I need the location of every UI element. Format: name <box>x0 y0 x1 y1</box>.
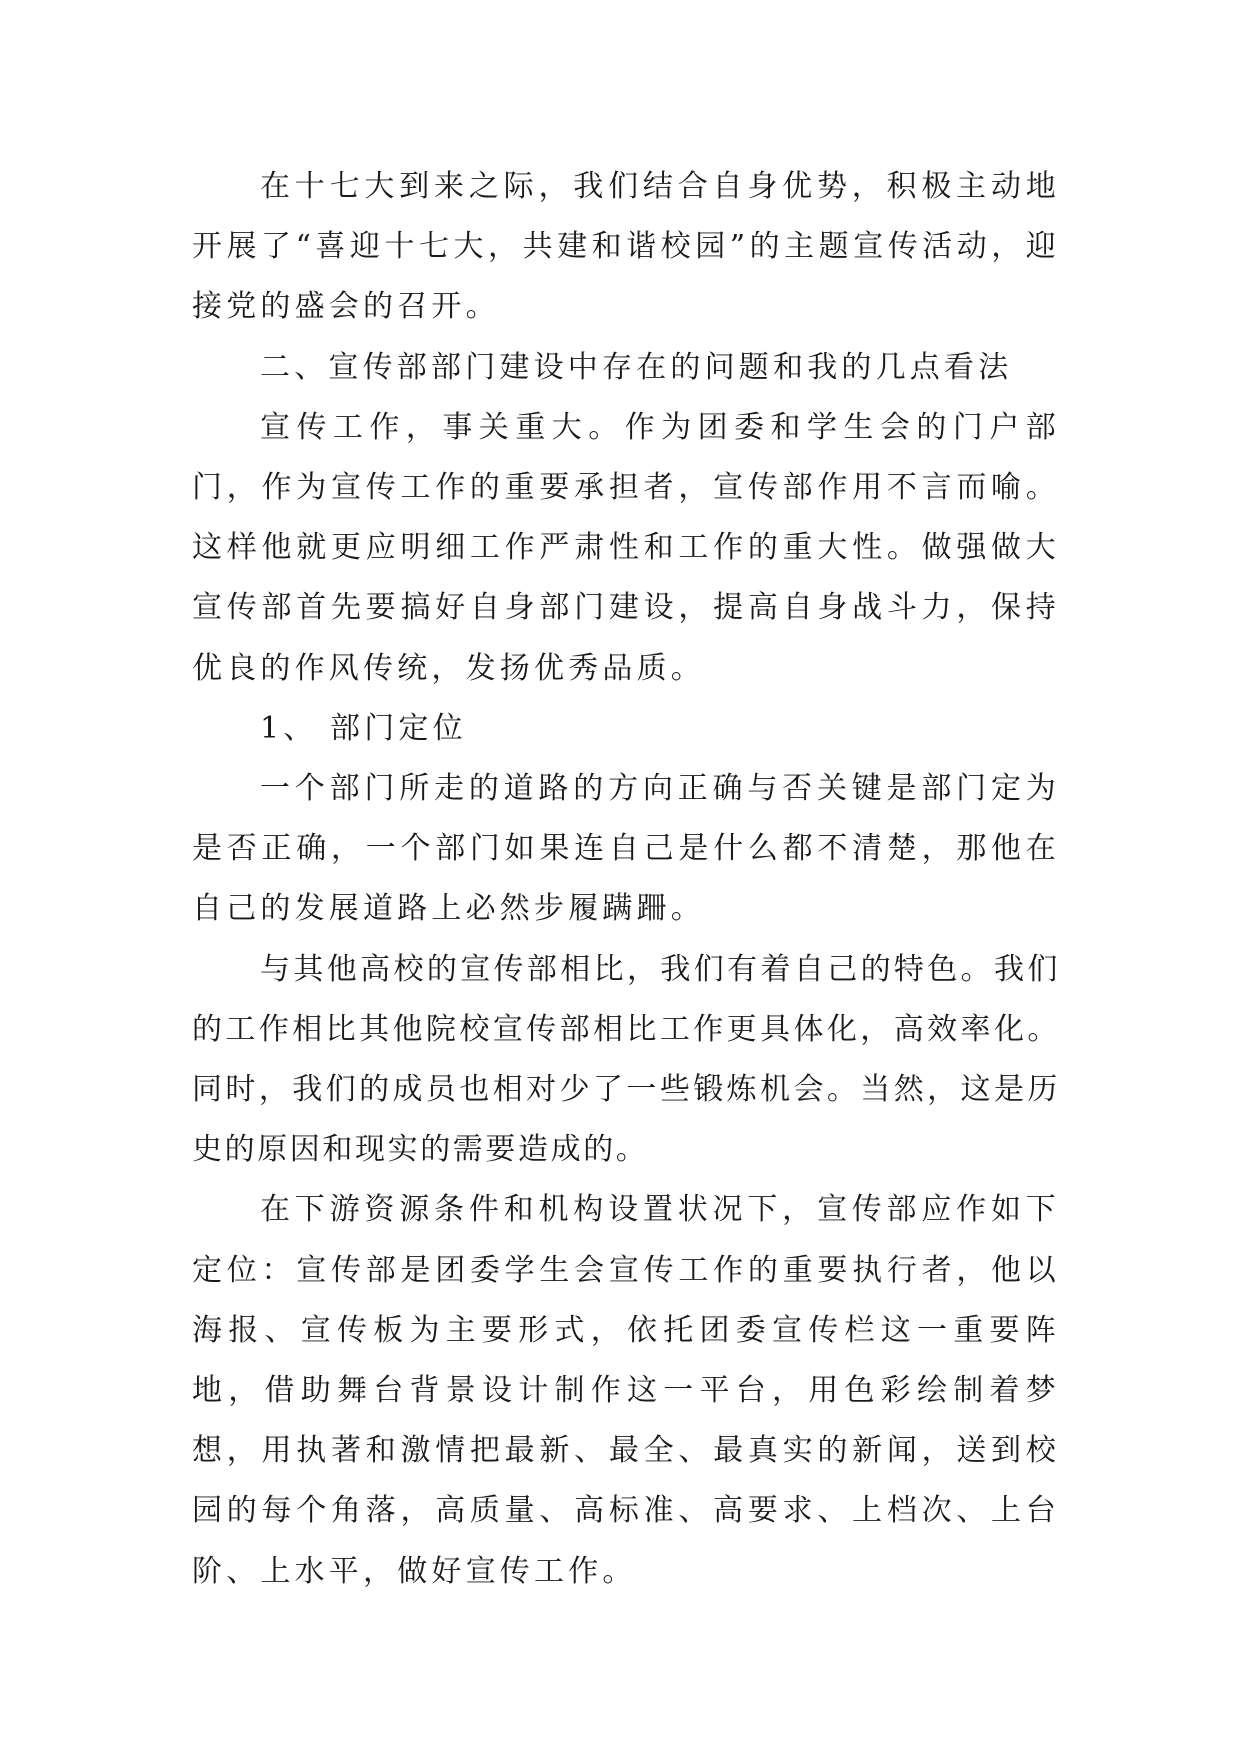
document-body <box>192 157 1060 1602</box>
paragraph-comparison: 与其他高校的宣传部相比，我们有着自己的特色。我们的工作相比其他院校宣传部相比工作更具体化，高效率化。同时，我们的成员也相对少了一些锻炼机会。当然，这是历史的原因和现实的需要造成的。 <box>192 951 1060 1168</box>
list-item-heading <box>192 699 1060 759</box>
section-heading-2: 二、宣传部部门建设中存在的问题和我的几点看法 <box>260 349 1013 385</box>
list-item-title: 部门定位 <box>330 710 467 746</box>
paragraph-intro: 在十七大到来之际，我们结合自身优势，积极主动地开展了“喜迎十七大，共建和谐校园”的主题宣传活动，迎接党的盛会的召开。 <box>192 169 1060 325</box>
paragraph-positioning: 一个部门所走的道路的方向正确与否关键是部门定为是否正确，一个部门如果连自己是什么都不清楚，那他在自己的发展道路上必然步履蹒跚。 <box>192 771 1060 927</box>
list-item-number: 1、 <box>260 710 318 746</box>
paragraph-importance: 宣传工作，事关重大。作为团委和学生会的门户部门，作为宣传工作的重要承担者，宣传部作用不言而喻。这样他就更应明细工作严肃性和工作的重大性。做强做大宣传部首先要搞好自身部门建设，提高自身战斗力，保持优良的作风传统，发扬优秀品质。 <box>192 409 1060 686</box>
paragraph-definition: 在下游资源条件和机构设置状况下，宣传部应作如下定位：宣传部是团委学生会宣传工作的重要执行者，他以海报、宣传板为主要形式，依托团委宣传栏这一重要阵地，借助舞台背景设计制作这一平台，用色彩绘制着梦想，用执著和激情把最新、最全、最真实的新闻，送到校园的每个角落，高质量、高标准、高要求、上档次、上台阶、上水平，做好宣传工作。 <box>192 1192 1060 1589</box>
